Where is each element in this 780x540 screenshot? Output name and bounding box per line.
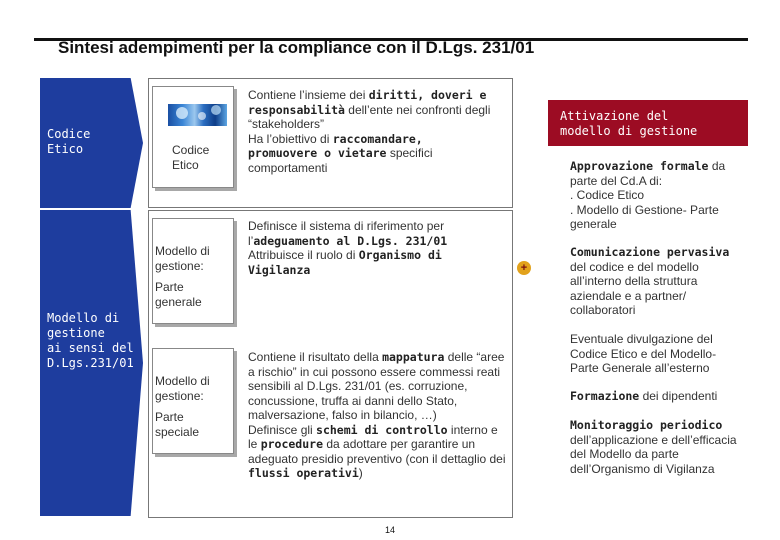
box-codice-etico-label: Codice Etico: [172, 143, 210, 172]
item-approvazione: Approvazione formale da parte del Cd.A di: . Codice Etico . Modello di Gestione- Parte generale: [570, 159, 726, 231]
item-monitoraggio: Monitoraggio periodico dell’applicazione e dell’efficacia del Modello da parte dell’Organismo di Vigilanza: [570, 418, 737, 476]
arrow-modello-gestione-label: Modello di gestione ai sensi del D.Lgs.231/01: [47, 311, 134, 370]
item-comunicazione: Comunicazione pervasiva del codice e del modello all’interno della struttura aziendale e a partner/ collaboratori: [570, 245, 730, 317]
page-number: 14: [385, 525, 396, 535]
plus-icon: +: [517, 261, 531, 275]
item-divulgazione: Eventuale divulgazione del Codice Etico e del Modello- Parte Generale all’esterno: [570, 332, 717, 375]
desc-parte-speciale: Contiene il risultato della mappatura delle “aree a rischio” in cui possono essere commessi reati sensibili al D.Lgs. 231/01 (es. corruzione, concussione, truffa ai danni dello Stato, malversazione, falso in bilancio, …) Definisce gli schemi di controllo interno e le procedure da adottare per garantire un adeguato presidio preventivo (con il dettaglio dei flussi operativi): [248, 350, 506, 480]
box-parte-speciale-label: Modello di gestione: Parte speciale: [155, 374, 210, 439]
arrow-codice-etico-label: Codice Etico: [47, 127, 91, 156]
attivazione-modello-header: Attivazione del modello di gestione: [548, 100, 748, 146]
item-formazione: Formazione dei dipendenti: [570, 389, 718, 403]
box-codice-etico: [152, 86, 234, 188]
page-title: Sintesi adempimenti per la compliance con il D.Lgs. 231/01: [58, 38, 535, 57]
codice-etico-image: [168, 104, 227, 126]
desc-codice-etico: Contiene l’insieme dei diritti, doveri e responsabilità dell’ente nei confronti degli “stakeholders” Ha l’obiettivo di raccomandare, promuovere o vietare specifici comportamenti: [248, 88, 491, 175]
desc-parte-generale: Definisce il sistema di riferimento per l’adeguamento al D.Lgs. 231/01 Attribuisce il ruolo di Organismo di Vigilanza: [248, 219, 448, 277]
box-parte-generale-label: Modello di gestione: Parte generale: [155, 244, 210, 309]
